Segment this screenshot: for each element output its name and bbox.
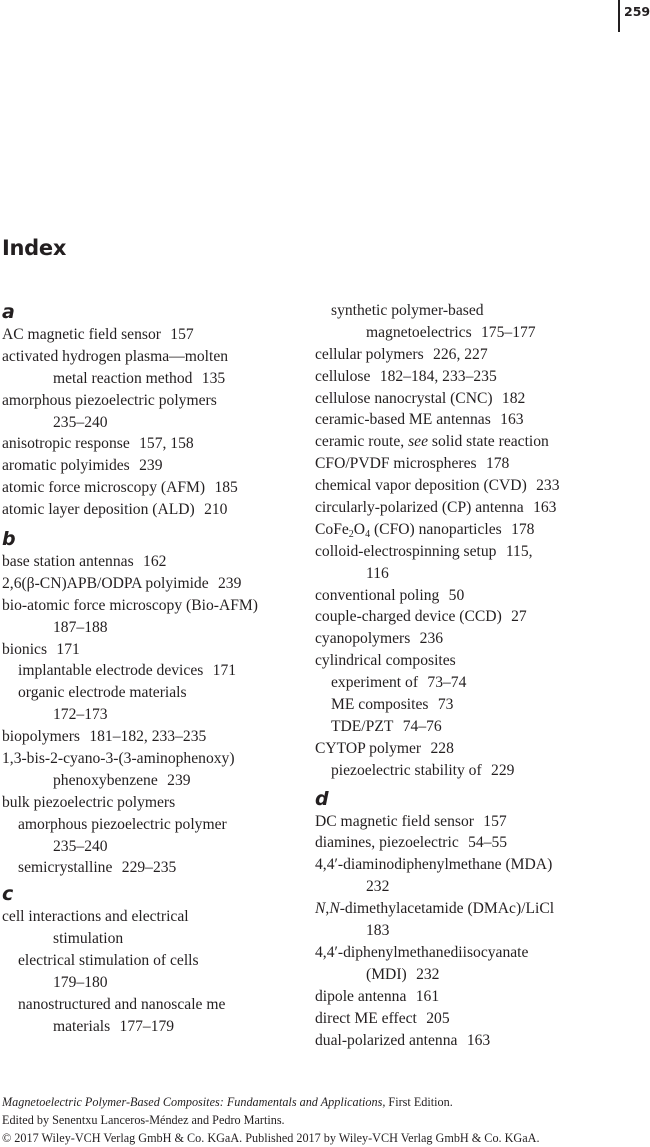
index-entry: DC magnetic field sensor 157 bbox=[315, 812, 507, 830]
index-entry: cell interactions and electrical bbox=[2, 908, 189, 926]
index-entry: 2,6(β-CN)APB/ODPA polyimide 239 bbox=[2, 574, 242, 592]
header-rule bbox=[618, 0, 620, 32]
index-subentry: nanostructured and nanoscale me bbox=[18, 995, 226, 1013]
index-entry-continuation: stimulation bbox=[53, 930, 124, 948]
index-entry: atomic layer deposition (ALD) 210 bbox=[2, 501, 228, 519]
index-subentry: ME composites 73 bbox=[331, 696, 454, 714]
index-entry-continuation: (MDI) 232 bbox=[366, 965, 440, 983]
index-subentry: piezoelectric stability of 229 bbox=[331, 761, 515, 779]
index-entry: N,N-dimethylacetamide (DMAc)/LiCl bbox=[315, 900, 555, 918]
index-entry: chemical vapor deposition (CVD) 233 bbox=[315, 477, 560, 495]
index-entry-continuation: 116 bbox=[366, 564, 389, 582]
index-entry: biopolymers 181–182, 233–235 bbox=[2, 728, 207, 746]
index-entry: circularly-polarized (CP) antenna 163 bbox=[315, 499, 557, 517]
footer-book-line: Magnetoelectric Polymer-Based Composites: Fundamentals and Applications, First Edition. bbox=[2, 1095, 453, 1109]
index-entry: atomic force microscopy (AFM) 185 bbox=[2, 479, 238, 497]
index-entry: cellular polymers 226, 227 bbox=[315, 345, 488, 363]
page-footer bbox=[2, 1093, 540, 1147]
index-entry: dipole antenna 161 bbox=[315, 987, 440, 1005]
index-entry: ceramic route, see solid state reaction bbox=[315, 433, 549, 451]
index-entry: conventional poling 50 bbox=[315, 586, 465, 604]
index-entry-continuation: 235–240 bbox=[53, 837, 108, 855]
index-subentry: amorphous piezoelectric polymer bbox=[18, 815, 227, 833]
index-entry: $CoFe_2O_4$ (CFO) nanoparticles 178 bbox=[315, 520, 535, 540]
index-subentry: TDE/PZT 74–76 bbox=[331, 717, 442, 735]
index-entry-continuation: 183 bbox=[366, 922, 390, 940]
index-entry-continuation: 232 bbox=[366, 878, 390, 896]
index-entry: ceramic-based ME antennas 163 bbox=[315, 411, 524, 429]
index-entry: AC magnetic field sensor 157 bbox=[2, 326, 194, 343]
page-number: 259 bbox=[624, 4, 650, 19]
index-entry-continuation: magnetoelectrics 175–177 bbox=[366, 323, 536, 341]
index-entry: direct ME effect 205 bbox=[315, 1009, 450, 1027]
index-entry: amorphous piezoelectric polymers bbox=[2, 391, 217, 409]
index-entry: CFO/PVDF microspheres 178 bbox=[315, 455, 510, 473]
index-entry-continuation: 187–188 bbox=[53, 618, 108, 636]
index-entry: aromatic polyimides 239 bbox=[2, 457, 163, 475]
index-entry: 4,4′-diaminodiphenylmethane (MDA) bbox=[315, 856, 553, 874]
section-letter-b: b bbox=[2, 528, 16, 551]
section-letter-a: a bbox=[2, 301, 15, 323]
index-entry-continuation: phenoxybenzene 239 bbox=[53, 771, 191, 789]
section-letter-c: c bbox=[2, 883, 14, 906]
index-column-left bbox=[2, 300, 302, 1038]
index-subentry: organic electrode materials bbox=[18, 684, 187, 702]
index-entry: colloid-electrospinning setup 115, bbox=[315, 542, 533, 560]
index-entry-continuation: 172–173 bbox=[53, 706, 108, 724]
index-entry: bio-atomic force microscopy (Bio-AFM) bbox=[2, 596, 258, 614]
index-entry: cyanopolymers 236 bbox=[315, 630, 444, 648]
index-entry-continuation: 235–240 bbox=[53, 413, 108, 431]
section-letter-d: d bbox=[315, 787, 329, 810]
index-subentry: implantable electrode devices 171 bbox=[18, 662, 237, 680]
index-entry-continuation: metal reaction method 135 bbox=[53, 369, 226, 387]
index-entry: anisotropic response 157, 158 bbox=[2, 435, 194, 453]
index-column-right bbox=[315, 300, 640, 1051]
index-subentry: semicrystalline 229–235 bbox=[18, 859, 177, 877]
index-subentry: experiment of 73–74 bbox=[331, 674, 467, 692]
index-entry: couple-charged device (CCD) 27 bbox=[315, 608, 527, 626]
index-entry-continuation: materials 177–179 bbox=[53, 1017, 175, 1035]
index-title: Index bbox=[2, 236, 67, 260]
index-entry: activated hydrogen plasma—molten bbox=[2, 347, 229, 365]
index-entry: cylindrical composites bbox=[315, 652, 456, 670]
book-title: Magnetoelectric Polymer-Based Composites: Fundamentals and Applications, bbox=[2, 1095, 386, 1109]
index-entry: 1,3-bis-2-cyano-3-(3-aminophenoxy) bbox=[2, 750, 235, 768]
index-subentry: electrical stimulation of cells bbox=[18, 952, 199, 970]
index-entry: bulk piezoelectric polymers bbox=[2, 793, 176, 811]
index-entry: cellulose 182–184, 233–235 bbox=[315, 367, 497, 385]
footer-copyright: © 2017 Wiley-VCH Verlag GmbH & Co. KGaA. Published 2017 by Wiley-VCH Verlag GmbH & Co. KGaA. bbox=[2, 1131, 540, 1145]
index-entry: bionics 171 bbox=[2, 640, 80, 658]
footer-editors: Edited by Senentxu Lanceros-Méndez and Pedro Martins. bbox=[2, 1113, 285, 1127]
index-entry: diamines, piezoelectric 54–55 bbox=[315, 834, 508, 852]
index-entry-continuation: 179–180 bbox=[53, 974, 108, 992]
index-entry: 4,4′-diphenylmethanediisocyanate bbox=[315, 943, 529, 961]
index-subentry: synthetic polymer-based bbox=[331, 302, 484, 319]
index-entry: CYTOP polymer 228 bbox=[315, 739, 454, 757]
index-entry: base station antennas 162 bbox=[2, 553, 167, 571]
index-entry: dual-polarized antenna 163 bbox=[315, 1031, 491, 1049]
index-entry: cellulose nanocrystal (CNC) 182 bbox=[315, 389, 526, 407]
